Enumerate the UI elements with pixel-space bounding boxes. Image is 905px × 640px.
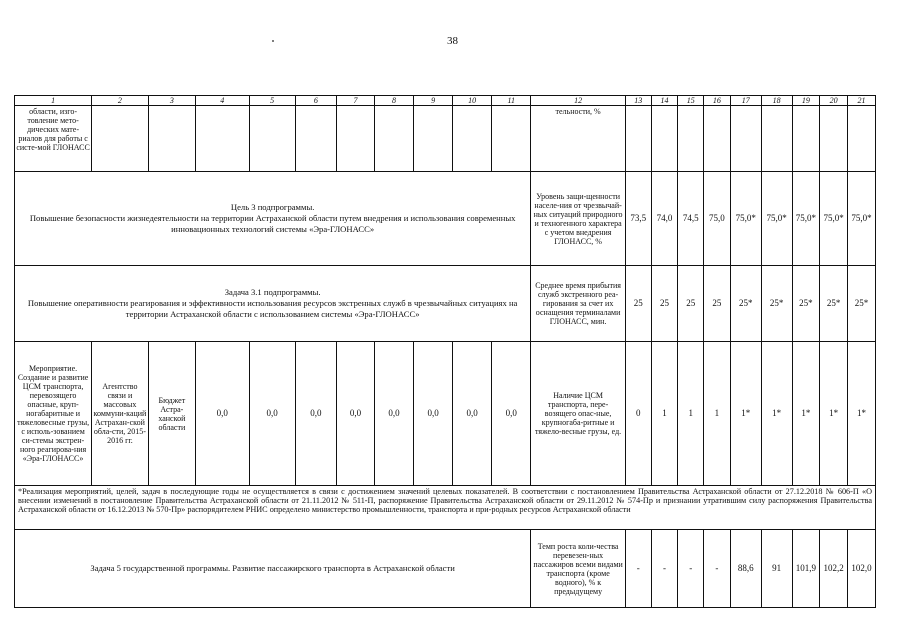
col-number: 14 xyxy=(651,96,678,106)
scan-speck xyxy=(272,40,274,42)
task-row xyxy=(15,266,876,342)
col-number: 1 xyxy=(15,96,92,106)
value-cell: 25* xyxy=(820,266,848,342)
value-cell: 1 xyxy=(651,342,678,486)
measure-name-cell: Мероприятие. Создание и развитие ЦСМ транспорта, перевозящего опасные, круп-ногабаритные и тяжеловесные грузы, с исполь-зованием си-стемы экстрен-ного реагирова-ния «Эра-ГЛОНАСС» xyxy=(15,342,92,486)
col-number: 13 xyxy=(625,96,651,106)
continuation-row xyxy=(15,106,876,172)
finance-cell: 0,0 xyxy=(453,342,492,486)
col-number: 9 xyxy=(414,96,453,106)
finance-cell: 0,0 xyxy=(295,342,336,486)
finance-cell: 0,0 xyxy=(492,342,531,486)
col-number: 11 xyxy=(492,96,531,106)
goal-title: Цель 3 подпрограммы. xyxy=(230,202,315,212)
goal-text: Повышение безопасности жизнедеятельности на территории Астраханской области путем внедрения и использования современных инновационных технологий системы «Эра-ГЛОНАСС» xyxy=(29,213,516,234)
goal-row xyxy=(15,172,876,266)
col-number: 20 xyxy=(820,96,848,106)
value-cell: 75,0* xyxy=(820,172,848,266)
col-number: 7 xyxy=(336,96,374,106)
finance-cell: 0,0 xyxy=(414,342,453,486)
col-number: 15 xyxy=(678,96,704,106)
col-number: 21 xyxy=(848,96,876,106)
indicator-cell: Наличие ЦСМ транспорта, пере-возящего опас-ные, крупногаба-ритные и тяжело-весные грузы, ед. xyxy=(531,342,626,486)
col-number: 8 xyxy=(374,96,413,106)
task5-row xyxy=(15,530,876,608)
value-cell: 75,0* xyxy=(730,172,761,266)
value-cell: 1* xyxy=(820,342,848,486)
value-cell: 75,0* xyxy=(761,172,792,266)
value-cell: 25* xyxy=(792,266,820,342)
indicator-cell: тельности, % xyxy=(531,106,626,172)
indicator-cell: Темп роста коли-чества перевезен-ных пассажиров всеми видами транспорта (кроме водного), % к предыдущему xyxy=(531,530,626,608)
note-row xyxy=(15,486,876,530)
finance-cell: 0,0 xyxy=(196,342,249,486)
value-cell: 88,6 xyxy=(730,530,761,608)
value-cell: 25 xyxy=(625,266,651,342)
finance-cell: 0,0 xyxy=(374,342,413,486)
value-cell: 75,0 xyxy=(704,172,731,266)
value-cell: 101,9 xyxy=(792,530,820,608)
indicator-cell: Среднее время прибытия служб экстренного реа-гирования за счет их оснащения терминалами ГЛОНАСС, мин. xyxy=(531,266,626,342)
value-cell: 74,5 xyxy=(678,172,704,266)
value-cell: - xyxy=(704,530,731,608)
value-cell: 73,5 xyxy=(625,172,651,266)
col-number: 12 xyxy=(531,96,626,106)
col-number: 4 xyxy=(196,96,249,106)
col-number: 2 xyxy=(92,96,149,106)
value-cell: 1* xyxy=(730,342,761,486)
col-number: 5 xyxy=(249,96,295,106)
header-row xyxy=(15,96,876,106)
value-cell: 91 xyxy=(761,530,792,608)
col-number: 17 xyxy=(730,96,761,106)
value-cell: 1 xyxy=(678,342,704,486)
value-cell: 25* xyxy=(730,266,761,342)
measure-row xyxy=(15,342,876,486)
value-cell: 75,0* xyxy=(792,172,820,266)
value-cell: 25 xyxy=(678,266,704,342)
value-cell: - xyxy=(651,530,678,608)
value-cell: - xyxy=(625,530,651,608)
value-cell: - xyxy=(678,530,704,608)
task-text: Повышение оперативности реагирования и эффективности использования ресурсов экстренных служб в чрезвычайных ситуациях на территории Астраханской области с использованием системы «Эра-ГЛОНАСС» xyxy=(27,298,518,319)
executor-cell: Агентство связи и массовых коммуни-каций Астрахан-ской обла-сти, 2015-2016 гг. xyxy=(92,342,149,486)
value-cell: 25* xyxy=(848,266,876,342)
col-number: 6 xyxy=(295,96,336,106)
col-number: 3 xyxy=(148,96,195,106)
finance-cell: 0,0 xyxy=(249,342,295,486)
value-cell: 102,0 xyxy=(848,530,876,608)
value-cell: 1 xyxy=(704,342,731,486)
value-cell: 1* xyxy=(761,342,792,486)
col-number: 18 xyxy=(761,96,792,106)
value-cell: 25 xyxy=(704,266,731,342)
indicator-cell: Уровень защи-щенности населе-ния от чрезвычай-ных ситуаций природного и техногенного характера с учетом внедрения ГЛОНАСС, % xyxy=(531,172,626,266)
value-cell: 74,0 xyxy=(651,172,678,266)
footnote: *Реализация мероприятий, целей, задач в последующие годы не осуществляется в связи с достижением значений целевых показателей. В соответствии с постановлением Правительства Астраханской области от 27.12.2018 № 606-П «О внесении изменений в постановление Правительства Астраханской области от 21.11.2012 № 511-П, распоряжение Правительства Астраханской области от 29.11.2012 № 574-Пр и признании утратившим силу распоряжения Правительства Астраханской области от 16.12.2013 № 570-Пр» распорядителем РНИС определено министерство промышленности, транспорта и при-родных ресурсов Астраханской области xyxy=(15,486,876,530)
value-cell: 75,0* xyxy=(848,172,876,266)
value-cell: 25 xyxy=(651,266,678,342)
program-table xyxy=(14,95,876,608)
value-cell: 25* xyxy=(761,266,792,342)
task5-cell: Задача 5 государственной программы. Развитие пассажирского транспорта в Астраханской области xyxy=(15,530,531,608)
value-cell: 1* xyxy=(848,342,876,486)
page-number: 38 xyxy=(447,35,458,47)
value-cell: 0 xyxy=(625,342,651,486)
measure-name-cell: области, изго-товление мето-дических мате-риалов для работы с систе-мой ГЛОНАСС xyxy=(15,106,92,172)
task-cell xyxy=(15,266,531,342)
col-number: 19 xyxy=(792,96,820,106)
source-cell: Бюджет Астра-ханской области xyxy=(148,342,195,486)
task-title: Задача 3.1 подпрограммы. xyxy=(224,287,321,297)
col-number: 16 xyxy=(704,96,731,106)
col-number: 10 xyxy=(453,96,492,106)
finance-cell: 0,0 xyxy=(336,342,374,486)
goal-cell xyxy=(15,172,531,266)
value-cell: 102,2 xyxy=(820,530,848,608)
value-cell: 1* xyxy=(792,342,820,486)
